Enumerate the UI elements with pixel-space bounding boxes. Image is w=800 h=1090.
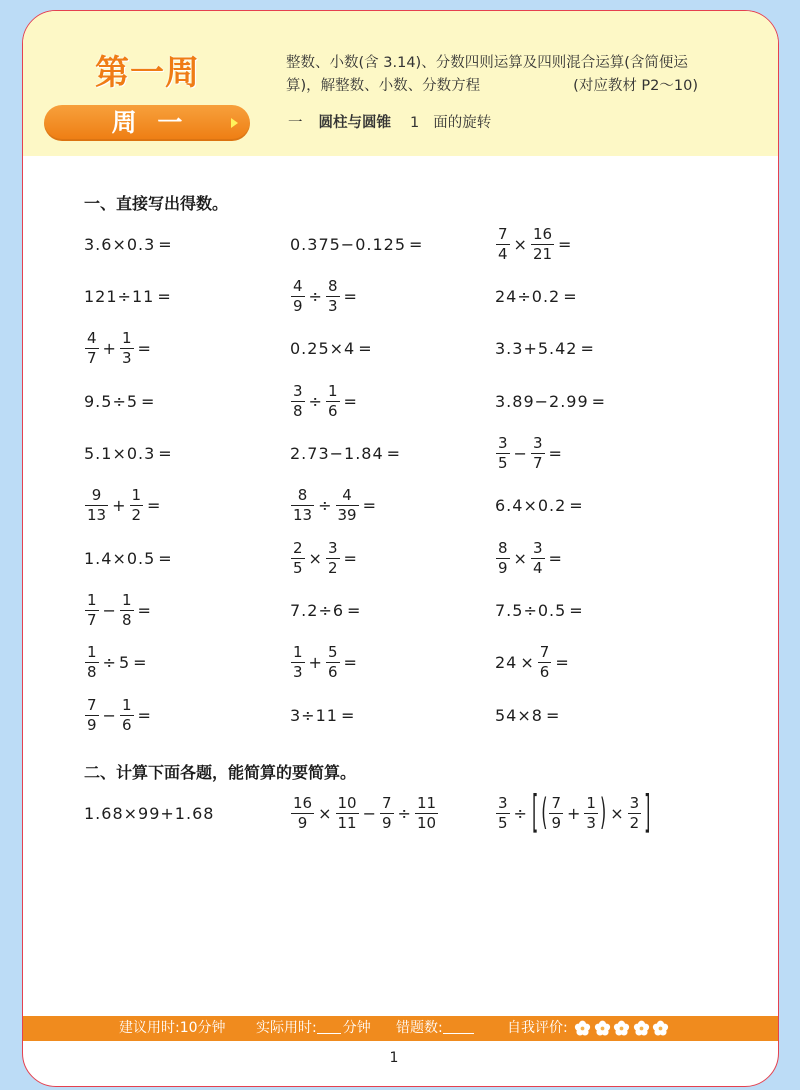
problem-row xyxy=(84,270,724,322)
fraction-denominator: 3 xyxy=(293,663,303,682)
problem-row xyxy=(84,480,724,532)
equals-sign: = xyxy=(362,496,376,516)
fraction-numerator: 8 xyxy=(327,276,338,295)
flower-icon xyxy=(652,1020,669,1037)
operator: − xyxy=(513,443,527,463)
problem xyxy=(290,706,495,725)
equals-sign: = xyxy=(137,600,151,620)
fraction-denominator: 8 xyxy=(121,610,132,629)
fraction-denominator: 6 xyxy=(539,663,550,682)
bracket: ( xyxy=(541,790,548,834)
expression-text: 2.73−1.84 xyxy=(290,443,384,463)
scope-line-2: 算)，解整数、小数、分数方程 xyxy=(286,78,481,94)
fraction-numerator: 2 xyxy=(293,538,303,557)
fraction-numerator: 3 xyxy=(327,538,338,557)
fraction xyxy=(85,697,99,734)
expression-text: 3.89−2.99 xyxy=(495,391,589,411)
fraction xyxy=(415,795,438,832)
equals-sign: = xyxy=(548,443,562,463)
operator: × xyxy=(318,803,332,823)
expression-text: 121÷11 xyxy=(84,286,155,306)
operator: + xyxy=(102,339,116,359)
expression-text: 3÷11 xyxy=(290,705,338,725)
fraction xyxy=(531,226,554,263)
fraction xyxy=(85,644,99,681)
fraction xyxy=(291,487,314,524)
fraction-denominator: 7 xyxy=(532,453,543,472)
operator: × xyxy=(520,653,534,673)
lesson-number: 1 xyxy=(410,115,420,131)
bracket: [ xyxy=(531,785,539,839)
triangle-right-icon xyxy=(231,118,238,128)
fraction-denominator: 8 xyxy=(293,401,303,420)
operator: ÷ xyxy=(513,803,527,823)
fraction xyxy=(496,540,510,577)
fraction xyxy=(496,795,510,832)
equals-sign: = xyxy=(343,391,357,411)
fraction-denominator: 6 xyxy=(327,663,338,682)
equals-sign: = xyxy=(137,339,151,359)
fraction-denominator: 5 xyxy=(498,813,508,832)
problem xyxy=(84,644,290,681)
fraction xyxy=(291,644,305,681)
unit-number: 一 xyxy=(288,115,303,131)
fraction-numerator: 4 xyxy=(342,486,352,505)
fraction-denominator: 9 xyxy=(382,813,392,832)
fraction-numerator: 8 xyxy=(297,486,308,505)
problem xyxy=(84,235,290,254)
equals-sign: = xyxy=(343,286,357,306)
fraction xyxy=(130,487,144,524)
problem xyxy=(495,392,695,411)
week-title: 第一周 xyxy=(95,53,200,93)
fraction-numerator: 3 xyxy=(532,538,543,557)
error-count xyxy=(396,1016,474,1041)
problem-row xyxy=(84,375,724,427)
fraction-numerator: 1 xyxy=(87,590,97,609)
equals-sign: = xyxy=(548,548,562,568)
equals-sign: = xyxy=(386,443,401,463)
problem xyxy=(290,383,495,420)
problem xyxy=(84,804,290,823)
fraction-numerator: 1 xyxy=(327,381,338,400)
fraction-denominator: 2 xyxy=(629,813,640,832)
expression-text: 7.5÷0.5 xyxy=(495,600,567,620)
problem-row xyxy=(84,637,724,689)
expression-text: 3.3+5.42 xyxy=(495,339,578,359)
problem xyxy=(495,435,695,472)
fraction xyxy=(85,487,108,524)
fraction xyxy=(291,540,305,577)
fraction-numerator: 1 xyxy=(586,793,596,812)
fraction-denominator: 3 xyxy=(121,349,132,368)
fraction-numerator: 8 xyxy=(498,538,508,557)
problem-row xyxy=(84,323,724,375)
fraction-denominator: 6 xyxy=(327,401,338,420)
equals-sign: = xyxy=(409,234,423,254)
fraction xyxy=(120,330,134,367)
fraction-denominator: 2 xyxy=(327,558,338,577)
fraction-numerator: 5 xyxy=(327,643,338,662)
fraction xyxy=(380,795,394,832)
fraction xyxy=(336,487,359,524)
equals-sign: = xyxy=(580,339,594,359)
operator: ÷ xyxy=(308,391,322,411)
operator: × xyxy=(513,234,527,254)
operator: ÷ xyxy=(318,496,332,516)
problem xyxy=(84,487,290,524)
section-1-problems xyxy=(84,218,724,741)
fraction-numerator: 11 xyxy=(416,793,437,812)
fraction-numerator: 1 xyxy=(131,486,142,505)
fraction-numerator: 1 xyxy=(121,695,132,714)
equals-sign: = xyxy=(137,705,151,725)
scope-line-1: 整数、小数(含 3.14)、分数四则运算及四则混合运算(含简便运 xyxy=(286,55,688,71)
fraction-denominator: 9 xyxy=(87,715,97,734)
equals-sign: = xyxy=(133,653,147,673)
fraction-numerator: 16 xyxy=(532,224,553,243)
fraction-numerator: 1 xyxy=(121,329,132,348)
problem xyxy=(495,644,695,681)
problem xyxy=(290,278,495,315)
equals-sign: = xyxy=(563,286,577,306)
equals-sign: = xyxy=(358,339,372,359)
page-number: 1 xyxy=(389,1050,399,1066)
fraction xyxy=(326,644,340,681)
problem xyxy=(84,392,290,411)
fraction-denominator: 7 xyxy=(87,610,97,629)
equals-sign: = xyxy=(343,548,357,568)
suggested-time: 建议用时:10分钟 xyxy=(119,1020,226,1036)
answer-blank xyxy=(443,1018,474,1034)
bracket: ) xyxy=(599,790,607,834)
section-2-title: 二、计算下面各题，能简算的要简算。 xyxy=(84,763,357,782)
fraction-denominator: 2 xyxy=(131,506,142,525)
fraction xyxy=(531,540,545,577)
equals-sign: = xyxy=(558,234,572,254)
problem xyxy=(84,592,290,629)
scope-description xyxy=(286,52,698,98)
flower-icon xyxy=(574,1020,591,1037)
problem xyxy=(84,444,290,463)
problem xyxy=(290,601,495,620)
fraction-denominator: 7 xyxy=(87,349,97,368)
fraction xyxy=(85,592,99,629)
fraction-numerator: 1 xyxy=(121,590,132,609)
operator: × xyxy=(513,548,527,568)
fraction xyxy=(326,278,340,315)
day-badge xyxy=(44,105,250,141)
problem xyxy=(495,339,695,358)
fraction xyxy=(326,383,340,420)
expression-text: 54×8 xyxy=(495,705,543,725)
problem xyxy=(290,339,495,358)
fraction xyxy=(538,644,552,681)
worksheet-page xyxy=(22,10,779,1087)
footer-bar xyxy=(23,1016,778,1041)
problem xyxy=(290,795,495,832)
operator: ÷ xyxy=(308,286,322,306)
unit-line xyxy=(288,112,491,134)
equals-sign: = xyxy=(158,443,172,463)
problem xyxy=(495,706,695,725)
error-count-label: 错题数: xyxy=(396,1020,443,1036)
self-evaluation-label: 自我评价: xyxy=(507,1020,568,1036)
fraction-numerator: 3 xyxy=(293,381,303,400)
expression-text: 9.5÷5 xyxy=(84,391,139,411)
expression-text: 24 xyxy=(495,653,518,673)
fraction-numerator: 9 xyxy=(91,486,102,505)
fraction-denominator: 13 xyxy=(87,506,107,525)
fraction-numerator: 3 xyxy=(498,793,508,812)
problem-row xyxy=(84,584,724,636)
equals-sign: = xyxy=(147,496,161,516)
problem xyxy=(84,330,290,367)
flower-icon xyxy=(633,1020,650,1037)
operator: ÷ xyxy=(102,653,116,673)
fraction-numerator: 1 xyxy=(293,643,303,662)
problem xyxy=(495,496,695,515)
fraction-denominator: 9 xyxy=(551,813,561,832)
fraction xyxy=(584,795,598,832)
expression-text: 1.68×99+1.68 xyxy=(84,803,215,823)
operator: × xyxy=(610,803,624,823)
actual-time-unit: 分钟 xyxy=(342,1020,371,1036)
operator: + xyxy=(112,496,126,516)
equals-sign: = xyxy=(569,600,583,620)
fraction-numerator: 7 xyxy=(539,643,550,662)
expression-text: 5.1×0.3 xyxy=(84,443,156,463)
fraction-denominator: 9 xyxy=(297,813,308,832)
fraction-denominator: 4 xyxy=(498,244,508,263)
fraction xyxy=(120,697,134,734)
equals-sign: = xyxy=(591,391,606,411)
problem xyxy=(290,540,495,577)
fraction-denominator: 5 xyxy=(498,453,508,472)
fraction xyxy=(291,383,305,420)
fraction-numerator: 3 xyxy=(629,793,640,812)
fraction-denominator: 10 xyxy=(416,813,437,832)
problem xyxy=(84,287,290,306)
expression-text: 0.375−0.125 xyxy=(290,234,407,254)
equals-sign: = xyxy=(158,548,172,568)
fraction-numerator: 4 xyxy=(293,276,303,295)
problem xyxy=(495,601,695,620)
fraction-denominator: 9 xyxy=(293,296,303,315)
expression-text: 24÷0.2 xyxy=(495,286,561,306)
fraction-denominator: 6 xyxy=(121,715,132,734)
fraction-denominator: 4 xyxy=(532,558,543,577)
problem-row xyxy=(84,427,724,479)
equals-sign: = xyxy=(545,705,560,725)
equals-sign: = xyxy=(157,286,171,306)
problem-row xyxy=(84,532,724,584)
fraction-numerator: 7 xyxy=(382,793,392,812)
fraction-numerator: 7 xyxy=(87,695,97,714)
problem xyxy=(290,644,495,681)
fraction-numerator: 1 xyxy=(87,643,97,662)
fraction-denominator: 3 xyxy=(586,813,596,832)
problem xyxy=(495,540,695,577)
answer-blank xyxy=(317,1018,341,1034)
equals-sign: = xyxy=(347,600,361,620)
equals-sign: = xyxy=(340,705,355,725)
fraction xyxy=(326,540,340,577)
operator: + xyxy=(308,653,322,673)
equals-sign: = xyxy=(569,496,583,516)
operator: + xyxy=(567,803,581,823)
fraction xyxy=(291,795,314,832)
fraction-numerator: 7 xyxy=(551,793,561,812)
unit-title: 圆柱与圆锥 xyxy=(318,115,391,131)
fraction-numerator: 4 xyxy=(87,329,97,348)
fraction-denominator: 13 xyxy=(293,506,313,525)
fraction-denominator: 8 xyxy=(87,663,97,682)
expression-text: 0.25×4 xyxy=(290,339,356,359)
fraction xyxy=(496,226,510,263)
fraction xyxy=(85,330,99,367)
section-2-problems xyxy=(84,787,724,839)
fraction-numerator: 3 xyxy=(498,433,508,452)
problem xyxy=(290,444,495,463)
actual-time-label: 实际用时: xyxy=(256,1020,317,1036)
self-evaluation-rating xyxy=(574,1020,669,1037)
expression-text: 6.4×0.2 xyxy=(495,496,567,516)
fraction-denominator: 39 xyxy=(337,506,357,525)
flower-icon xyxy=(594,1020,611,1037)
expression-text: 5 xyxy=(118,653,131,673)
textbook-reference: (对应教材 P2～10) xyxy=(573,78,698,94)
problem-row xyxy=(84,218,724,270)
day-label: 周 一 xyxy=(111,108,189,137)
flower-icon xyxy=(613,1020,630,1037)
problem xyxy=(290,235,495,254)
problem xyxy=(495,226,695,263)
fraction xyxy=(336,795,359,832)
equals-sign: = xyxy=(555,653,569,673)
equals-sign: = xyxy=(141,391,155,411)
lesson-title: 面的旋转 xyxy=(433,115,492,131)
problem xyxy=(84,697,290,734)
fraction-denominator: 3 xyxy=(327,296,338,315)
operator: − xyxy=(102,600,116,620)
fraction-numerator: 3 xyxy=(532,433,543,452)
fraction-denominator: 5 xyxy=(293,558,303,577)
bracket: ] xyxy=(644,785,651,839)
fraction-denominator: 21 xyxy=(532,244,553,263)
fraction-numerator: 10 xyxy=(337,793,357,812)
scope-line-2-row xyxy=(286,75,698,98)
equals-sign: = xyxy=(343,653,357,673)
fraction-denominator: 11 xyxy=(337,813,357,832)
operator: ÷ xyxy=(397,803,411,823)
problem xyxy=(495,287,695,306)
fraction-denominator: 9 xyxy=(498,558,508,577)
fraction xyxy=(291,278,305,315)
equals-sign: = xyxy=(158,234,172,254)
fraction xyxy=(531,435,545,472)
actual-time xyxy=(256,1016,371,1041)
fraction-numerator: 16 xyxy=(293,793,313,812)
problem xyxy=(84,549,290,568)
section-1-title: 一、直接写出得数。 xyxy=(84,194,229,213)
fraction-numerator: 7 xyxy=(498,224,508,243)
fraction xyxy=(549,795,563,832)
expression-text: 3.6×0.3 xyxy=(84,234,156,254)
expression-text: 1.4×0.5 xyxy=(84,548,156,568)
fraction xyxy=(120,592,134,629)
problem-row xyxy=(84,689,724,741)
operator: − xyxy=(362,803,376,823)
expression-text: 7.2÷6 xyxy=(290,600,345,620)
fraction xyxy=(496,435,510,472)
problem xyxy=(290,487,495,524)
operator: − xyxy=(102,705,116,725)
problem xyxy=(495,785,695,839)
operator: × xyxy=(308,548,322,568)
fraction xyxy=(628,795,642,832)
